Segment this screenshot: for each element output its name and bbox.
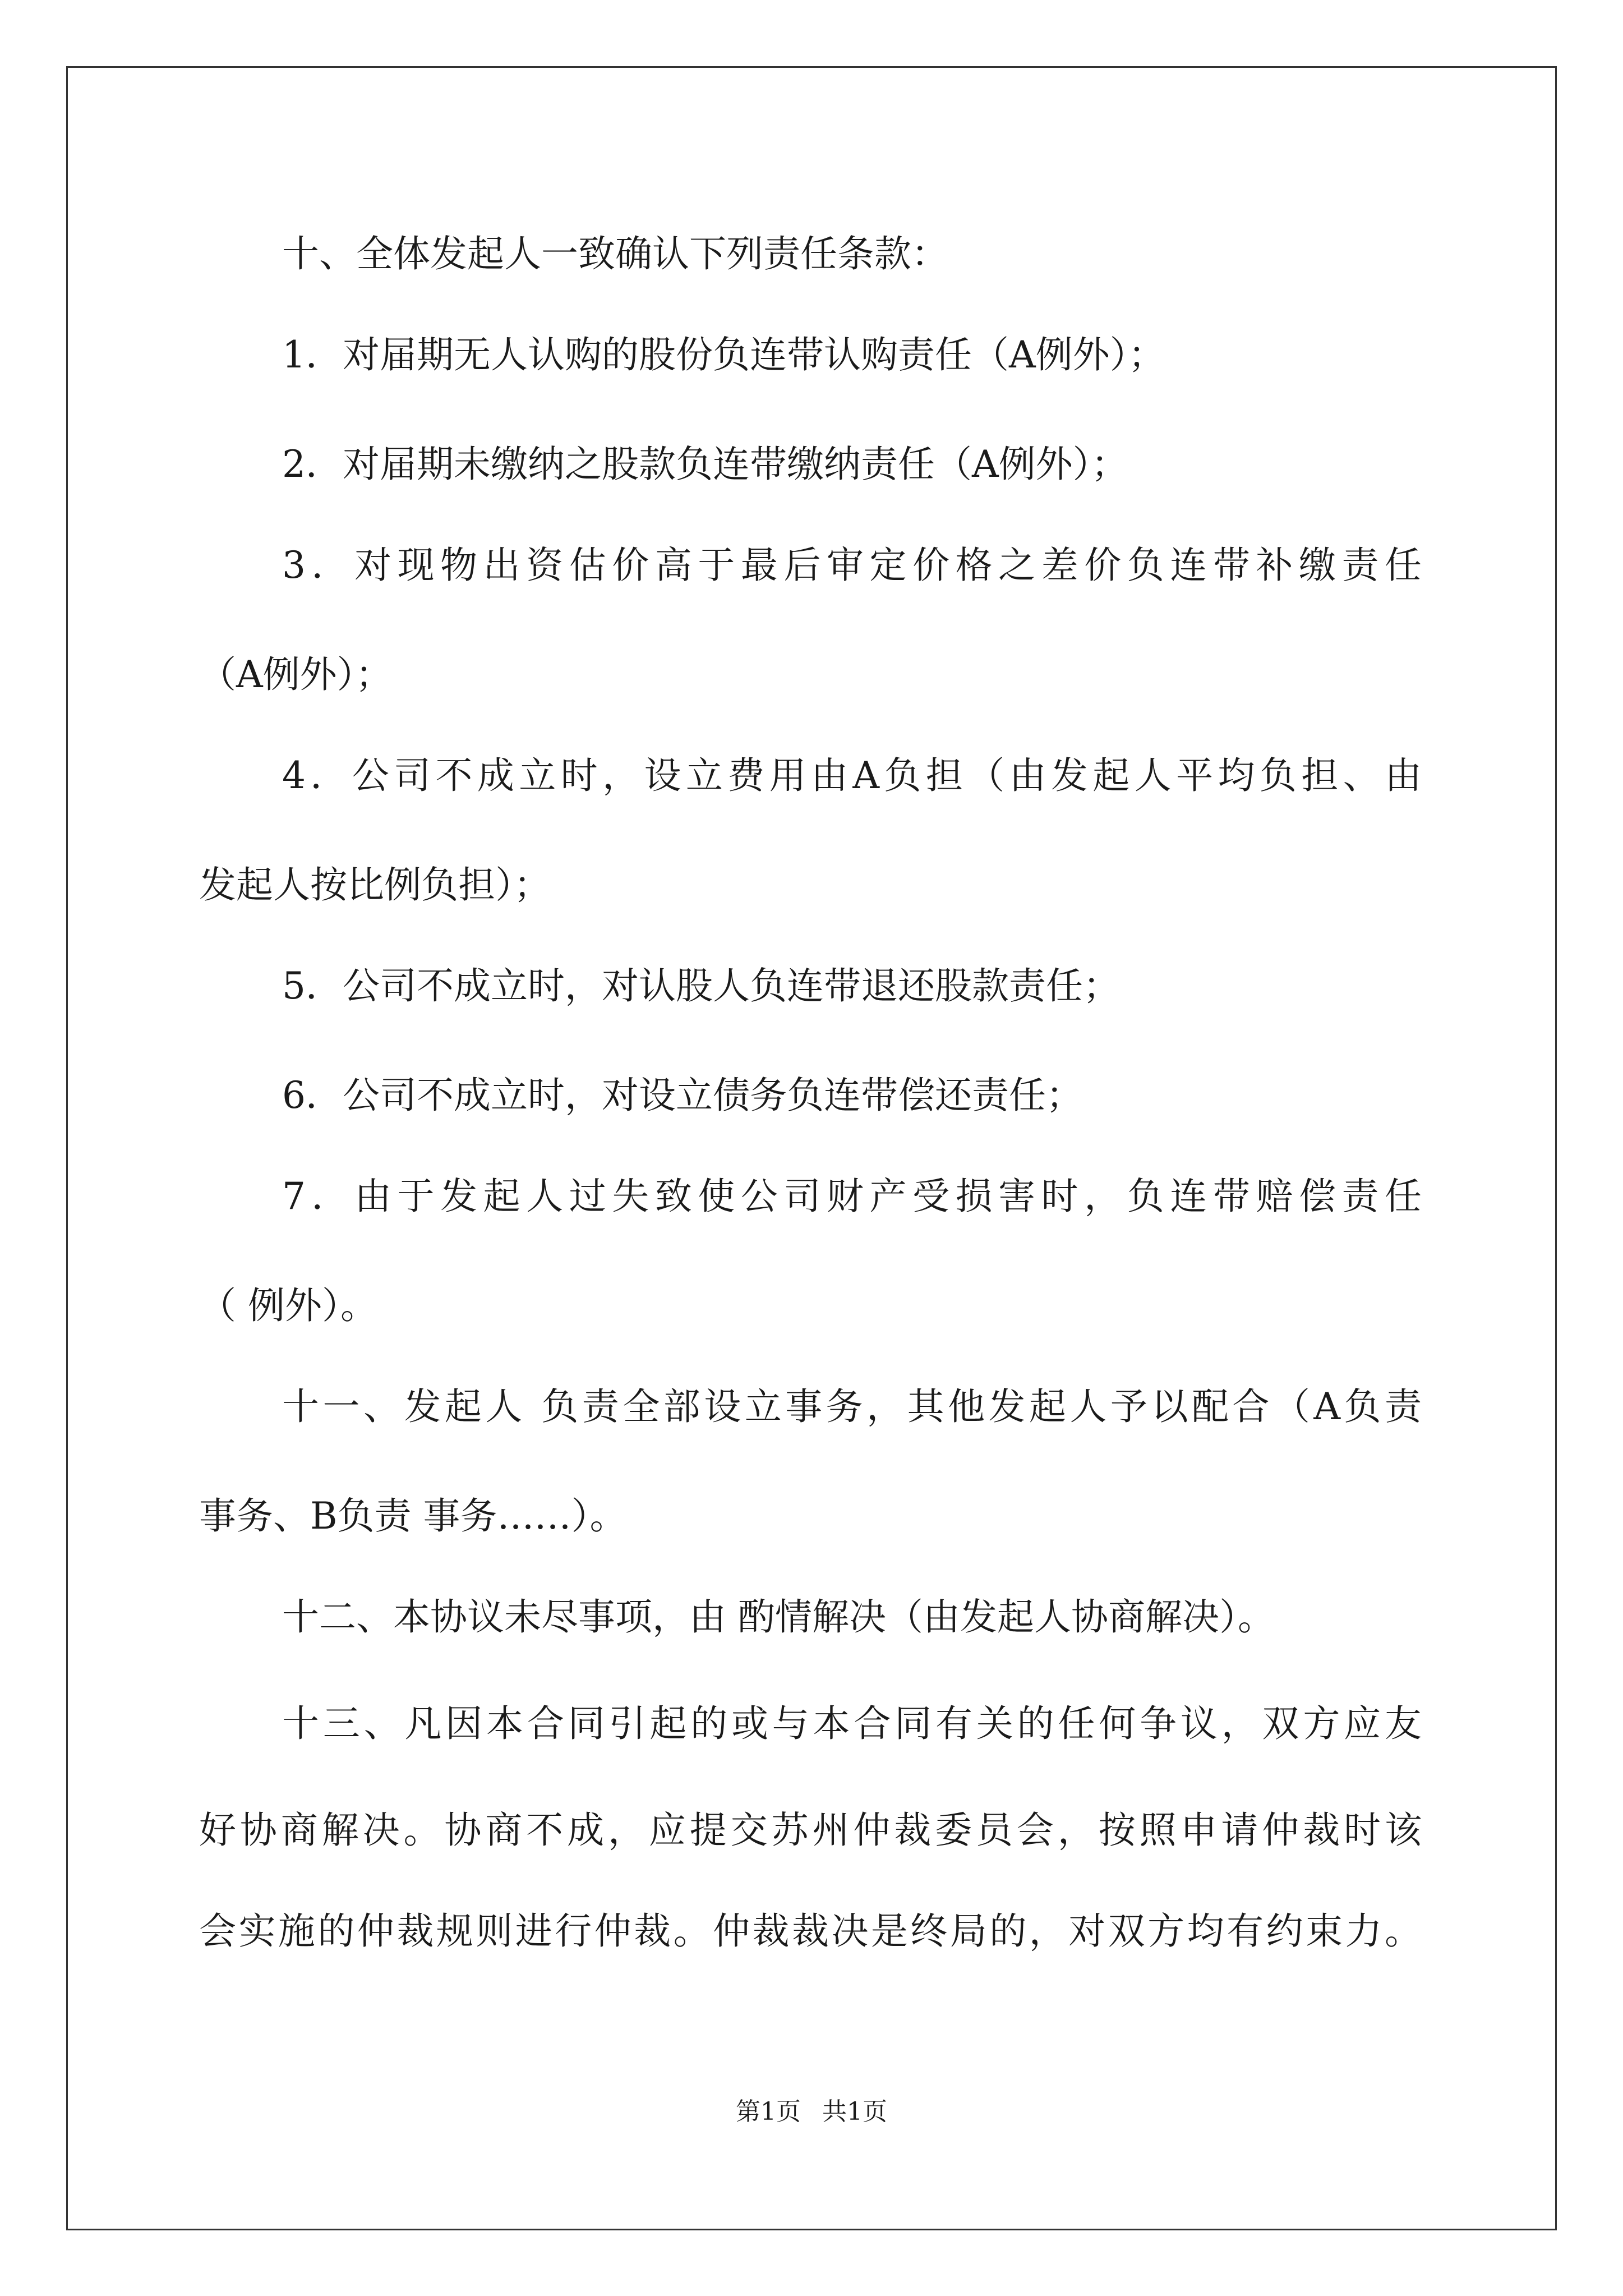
clause-13-cont-1: 好协商解决。协商不成，应提交苏州仲裁委员会，按照申请仲裁时该 [199,1809,1422,1852]
page-border [66,66,1557,2230]
clause-10-item-4-cont: 发起人按比例负担）； [199,863,551,907]
clause-10-heading: 十、全体发起人一致确认下列责任条款： [282,232,948,275]
clause-13-cont-2: 会实施的仲裁规则进行仲裁。仲裁裁决是终局的，对双方均有约束力。 [199,1910,1422,1953]
page-total: 共1页 [822,2097,887,2126]
clause-10-item-1: 1．对届期无人认购的股份负连带认购责任（A例外）； [282,333,1165,376]
clause-11: 十一、发起人 负责全部设立事务，其他发起人予以配合（A负责 [282,1385,1422,1428]
clause-12: 十二、本协议未尽事项，由 酌情解决（由发起人协商解决）。 [282,1595,1275,1639]
clause-11-cont: 事务、B负责 事务……）。 [199,1494,627,1538]
clause-10-item-3-cont: （A例外）； [199,653,393,696]
clause-10-item-7: 7．由于发起人过失致使公司财产受损害时，负连带赔偿责任 [282,1175,1422,1218]
clause-10-item-6: 6．公司不成立时，对设立债务负连带偿还责任； [282,1074,1083,1117]
page-footer [0,2091,1623,2127]
clause-13: 十三、凡因本合同引起的或与本合同有关的任何争议，双方应友 [282,1702,1422,1745]
clause-10-item-4: 4．公司不成立时，设立费用由A负担（由发起人平均负担、由 [282,754,1422,797]
clause-10-item-3: 3．对现物出资估价高于最后审定价格之差价负连带补缴责任 [282,544,1422,587]
page-number: 第1页 [736,2097,801,2126]
clause-10-item-5: 5．公司不成立时，对认股人负连带退还股款责任； [282,964,1120,1007]
clause-10-item-7-cont: （ 例外）。 [199,1284,377,1327]
clause-10-item-2: 2．对届期未缴纳之股款负连带缴纳责任（A例外）； [282,443,1128,486]
